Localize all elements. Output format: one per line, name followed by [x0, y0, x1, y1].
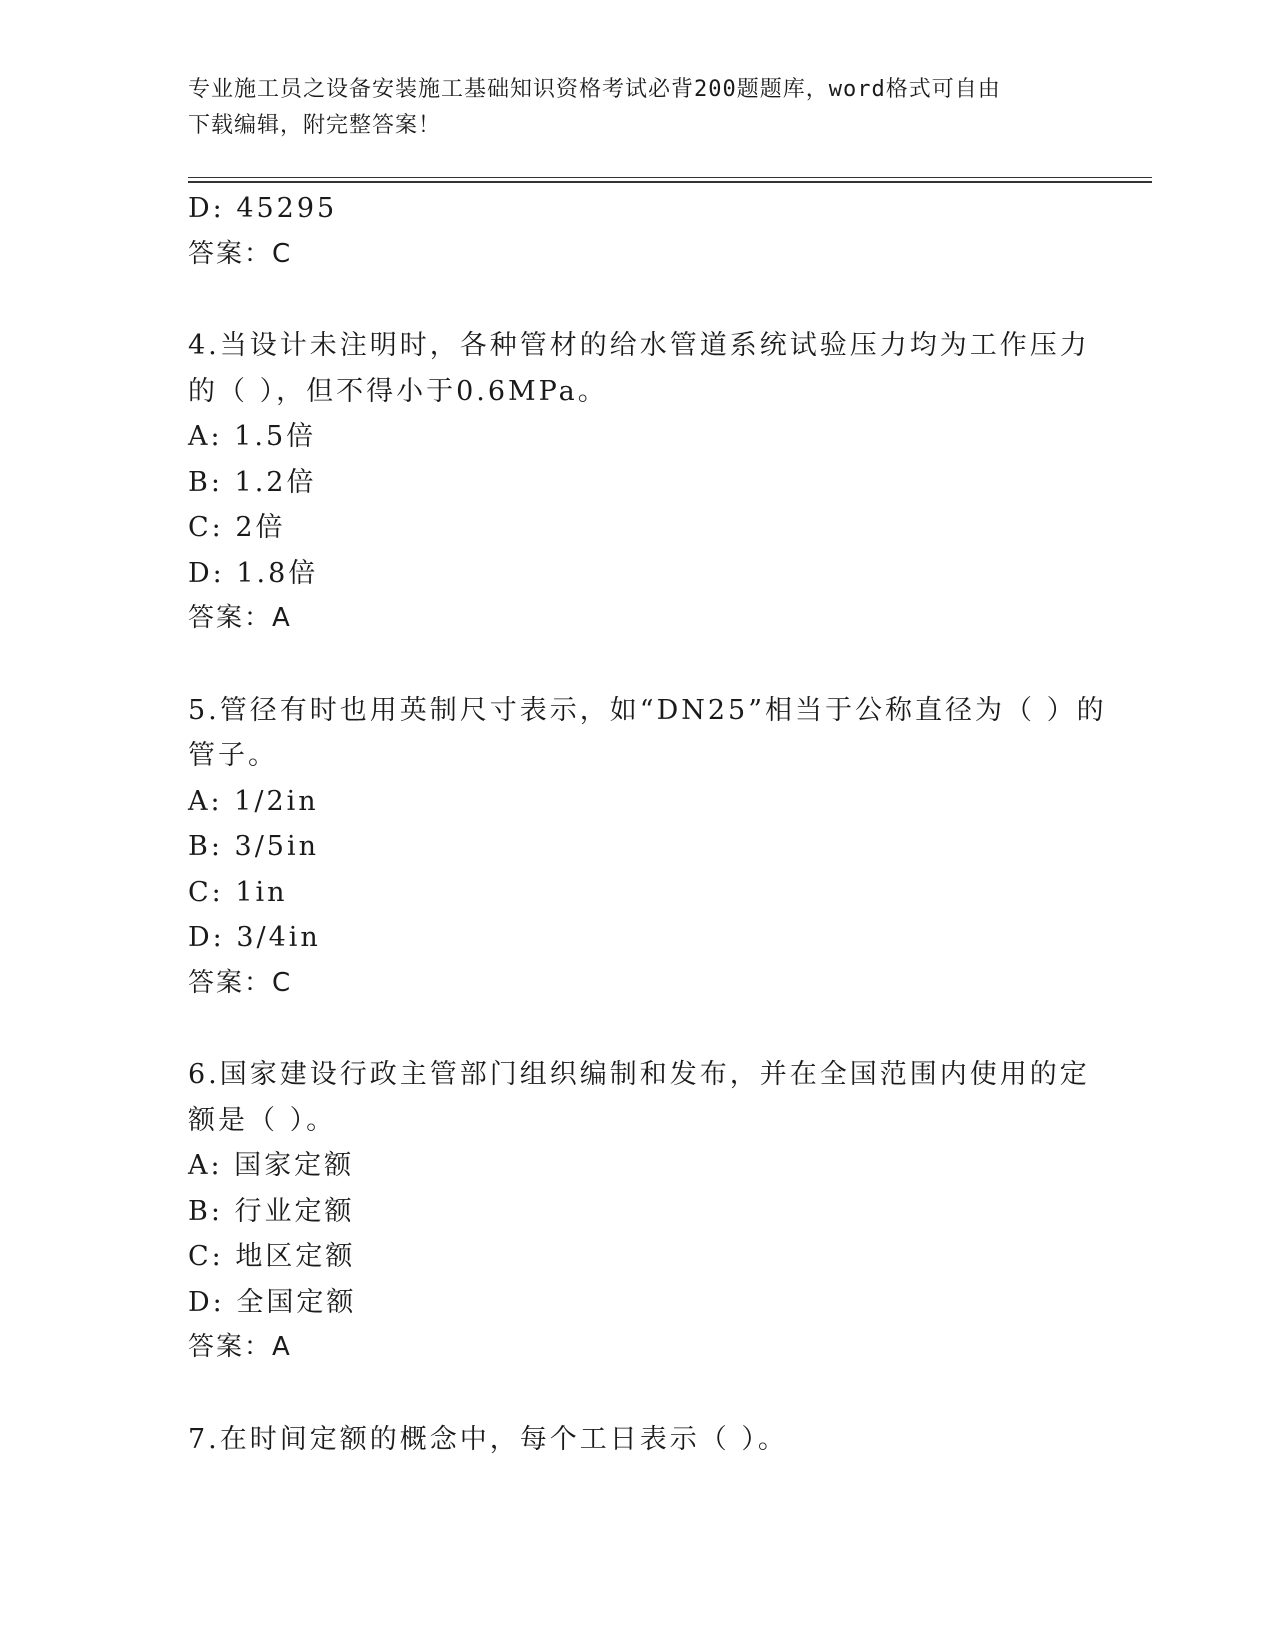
question-stem-line-2: 管子。 [188, 740, 278, 771]
answer-line: 答案：C [188, 967, 293, 998]
question-4 [188, 323, 1088, 642]
previous-question-tail [188, 186, 1088, 277]
question-stem-line-1: 4.当设计未注明时，各种管材的给水管道系统试验压力均为工作压力 [188, 330, 1090, 361]
question-stem-line-2: 额是（ ）。 [188, 1104, 337, 1136]
option-c: C: 1in [188, 876, 288, 908]
option-a: A: 国家定额 [188, 1150, 355, 1181]
question-stem-line-1: 6.国家建设行政主管部门组织编制和发布，并在全国范围内使用的定 [188, 1059, 1090, 1090]
option-b: B: 行业定额 [188, 1195, 355, 1227]
option-d: D: 3/4in [188, 922, 321, 953]
header-divider-thick [188, 181, 1152, 183]
spacer [188, 1006, 1088, 1052]
option-b: B: 1.2倍 [188, 466, 317, 498]
option-d: D: 全国定额 [188, 1286, 357, 1318]
spacer [188, 1371, 1088, 1417]
answer-line: 答案：C [188, 238, 293, 269]
header-line-1: 专业施工员之设备安装施工基础知识资格考试必背200题题库，word格式可自由 [188, 77, 1001, 102]
answer-line: 答案：A [188, 1332, 292, 1362]
question-5 [188, 688, 1107, 1007]
answer-line: 答案：A [188, 603, 292, 633]
header-divider-thin [188, 177, 1152, 178]
spacer [188, 277, 1088, 323]
option-c: C: 2倍 [188, 512, 286, 543]
option-a: A: 1.5倍 [188, 421, 317, 452]
option-d: D: 1.8倍 [188, 557, 319, 589]
question-list [188, 186, 1107, 1462]
spacer [188, 642, 1088, 688]
question-stem-line-1: 5.管径有时也用英制尺寸表示，如“DN25”相当于公称直径为（ ）的 [188, 694, 1107, 726]
question-stem-line-1: 7.在时间定额的概念中，每个工日表示（ ）。 [188, 1423, 788, 1455]
option-d: D: 45295 [188, 193, 338, 224]
document-header [188, 72, 1068, 144]
question-7 [188, 1417, 1088, 1463]
header-line-2: 下载编辑，附完整答案！ [188, 113, 442, 138]
question-stem-line-2: 的（ ），但不得小于0.6MPa。 [188, 375, 608, 407]
option-b: B: 3/5in [188, 831, 319, 862]
option-c: C: 地区定额 [188, 1241, 356, 1272]
option-a: A: 1/2in [188, 785, 319, 817]
question-6 [188, 1052, 1088, 1371]
